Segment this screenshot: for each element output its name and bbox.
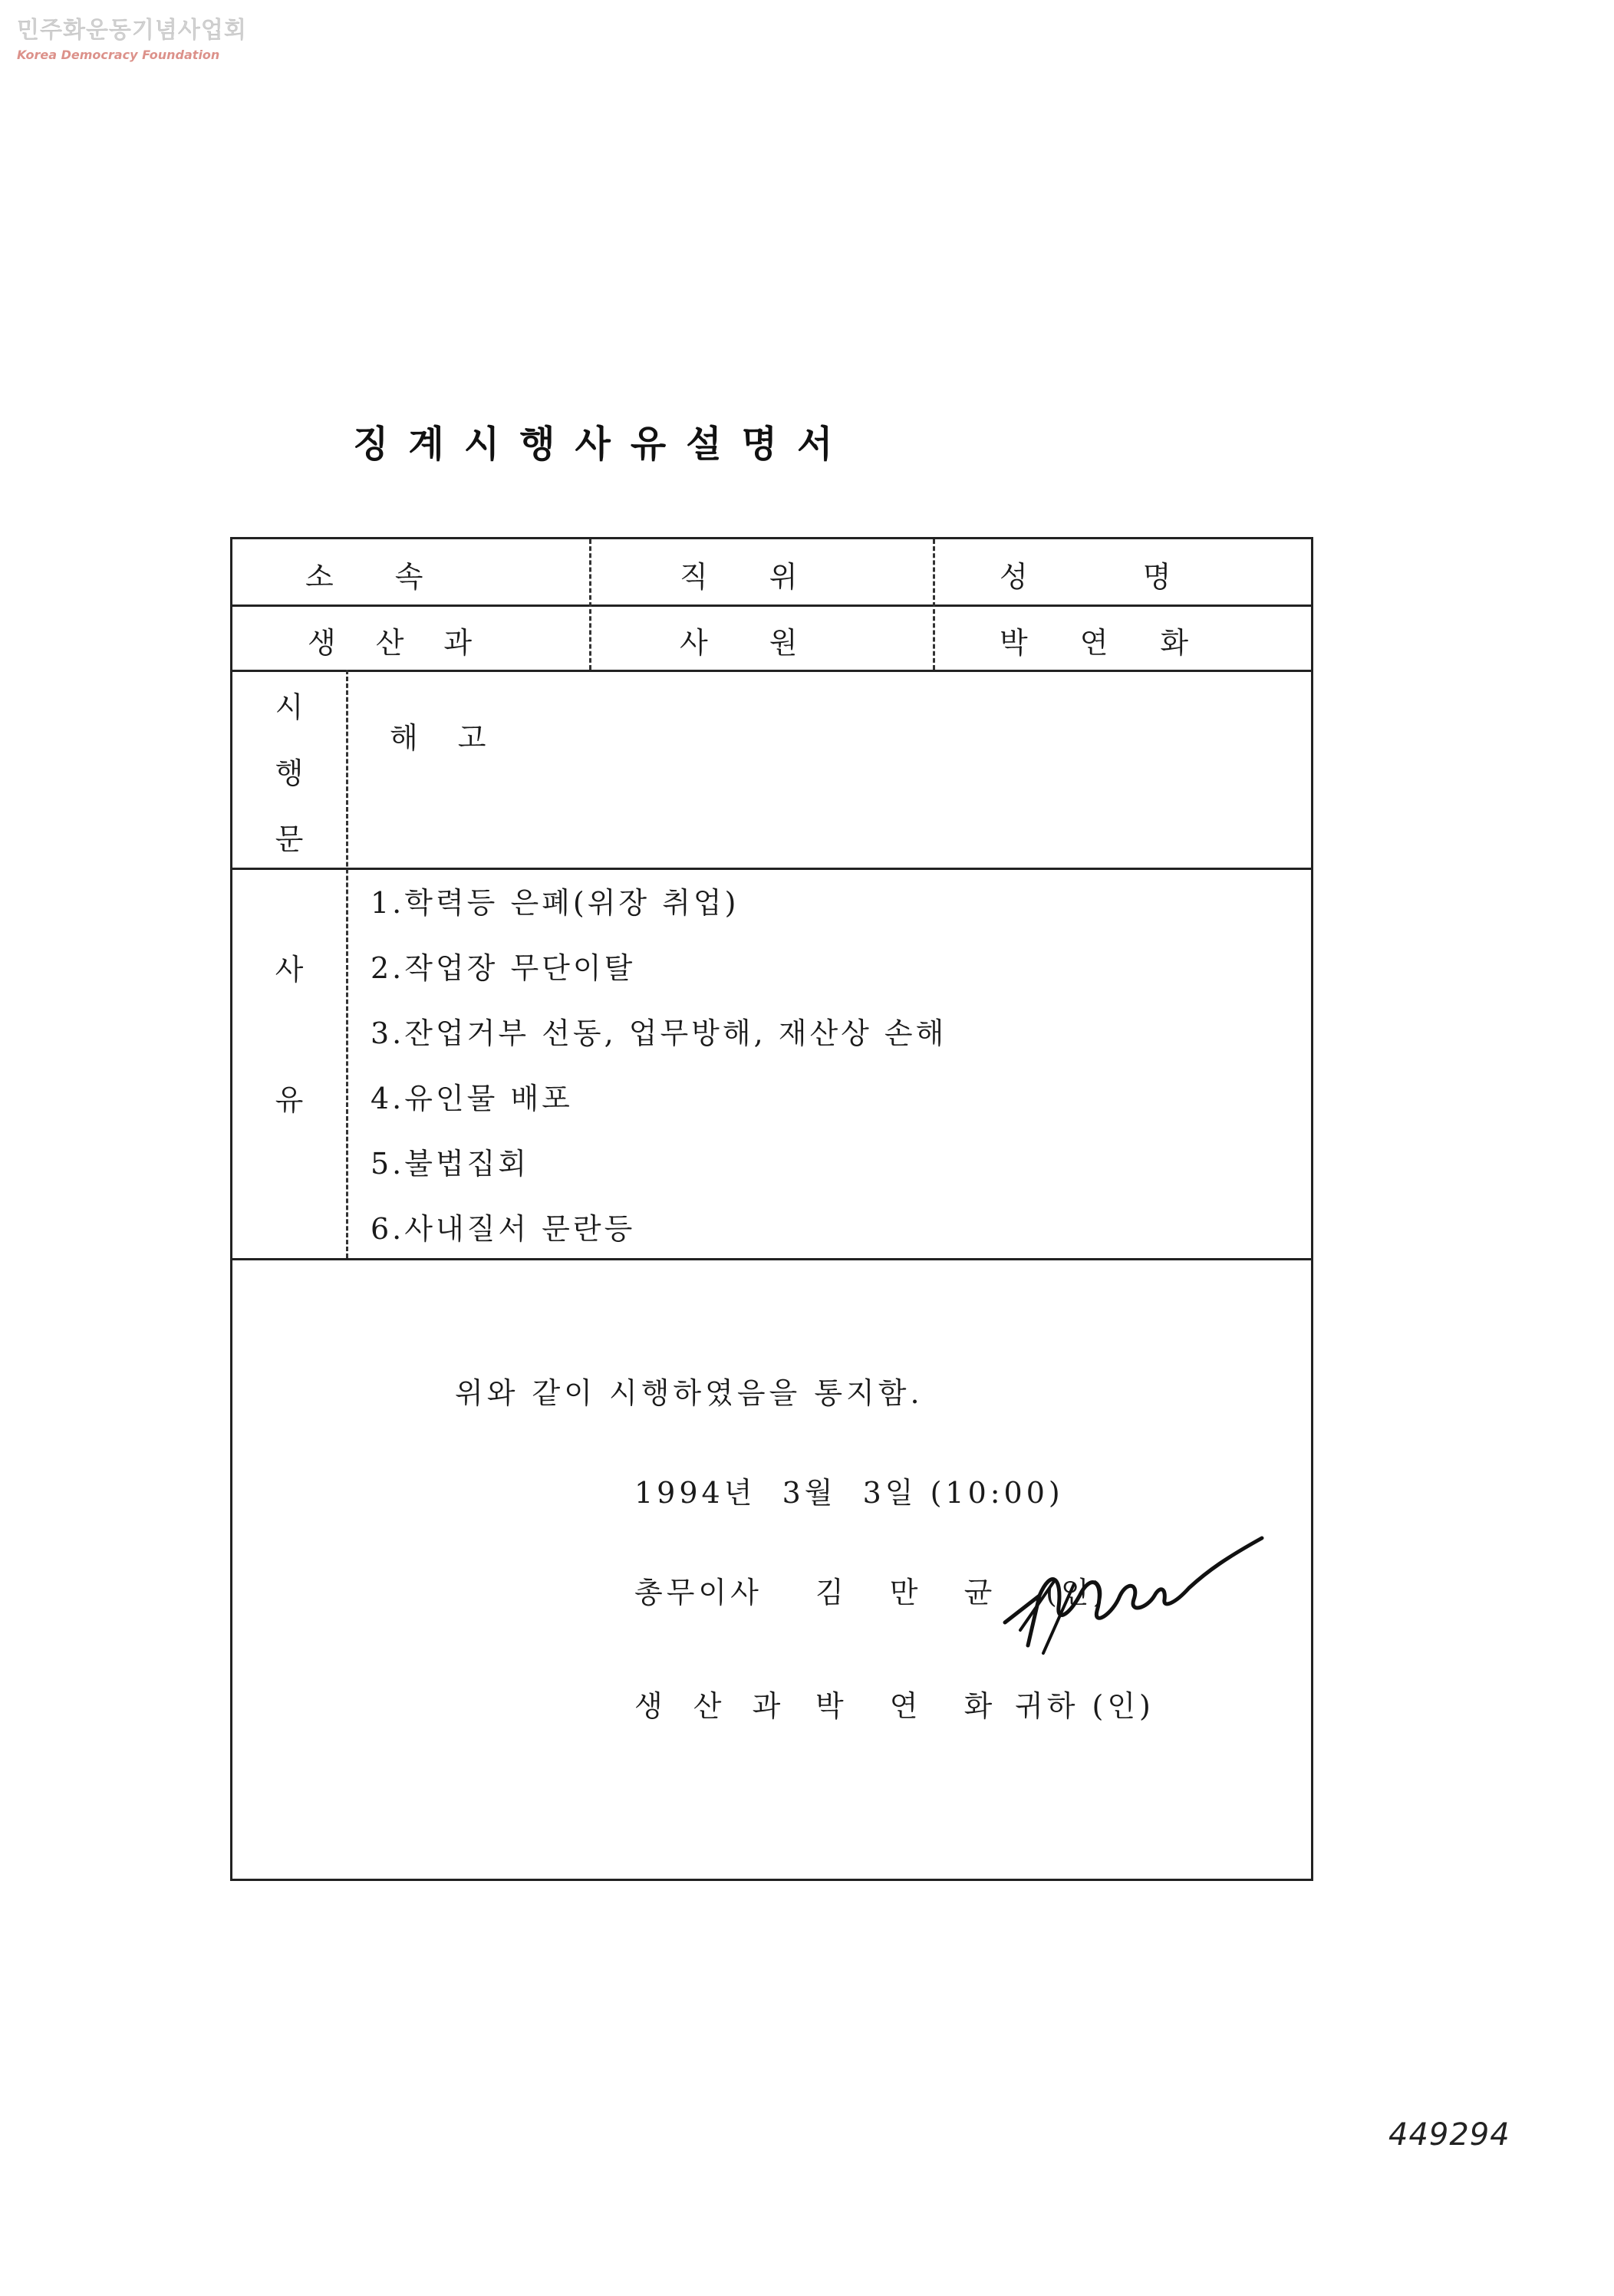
- reason-item: 3.잔업거부 선동, 업무방해, 재산상 손해: [371, 1016, 947, 1050]
- reason-item: 2.작업장 무단이탈: [371, 951, 636, 985]
- column-divider: [933, 539, 935, 670]
- row-divider: [232, 1258, 1311, 1260]
- name-header: 성명: [1000, 560, 1286, 594]
- label-column-divider: [346, 670, 348, 1258]
- action-label-char: 시: [275, 690, 304, 724]
- recipient-suffix: 귀하 (인): [1015, 1689, 1155, 1723]
- reason-item: 5.불법집회: [371, 1147, 530, 1181]
- recipient-dept: 생 산 과: [634, 1689, 792, 1723]
- watermark-english: Korea Democracy Foundation: [17, 48, 220, 62]
- issuer-title: 총무이사: [634, 1576, 763, 1609]
- handwritten-signature: [997, 1523, 1273, 1661]
- row-divider: [232, 604, 1311, 607]
- watermark-korean: 민주화운동기념사업회: [17, 17, 247, 44]
- position-header: 직위: [680, 560, 859, 594]
- reason-item: 6.사내질서 문란등: [371, 1212, 636, 1246]
- document-title: 징계시행사유설명서: [353, 423, 853, 466]
- reason-label-char: 사: [275, 953, 304, 987]
- foundation-watermark: [17, 11, 247, 62]
- action-label-char: 문: [275, 822, 304, 856]
- recipient-name: 박 연 화: [815, 1689, 1011, 1723]
- reason-item: 4.유인물 배포: [371, 1082, 573, 1115]
- issuer-seal: (인): [1046, 1576, 1108, 1609]
- affiliation-header: 소속: [305, 560, 485, 594]
- name-value: 박연화: [1000, 626, 1241, 660]
- column-divider: [589, 539, 591, 670]
- issuer-name: 김 만 균: [815, 1576, 1011, 1609]
- action-text: 해 고: [390, 721, 502, 755]
- notice-statement: 위와 같이 시행하였음을 통지함.: [455, 1376, 924, 1410]
- reason-label-char: 유: [275, 1083, 304, 1117]
- row-divider: [232, 868, 1311, 870]
- row-divider: [232, 670, 1311, 672]
- disciplinary-form: [230, 537, 1313, 1881]
- position-value: 사원: [680, 626, 859, 660]
- document-number: 449294: [1388, 2117, 1510, 2153]
- affiliation-value: 생산과: [308, 626, 512, 660]
- reason-item: 1.학력등 은폐(위장 취업): [371, 886, 739, 920]
- notice-date: 1994년 3월 3일 (10:00): [634, 1476, 1064, 1510]
- action-label-char: 행: [275, 756, 304, 790]
